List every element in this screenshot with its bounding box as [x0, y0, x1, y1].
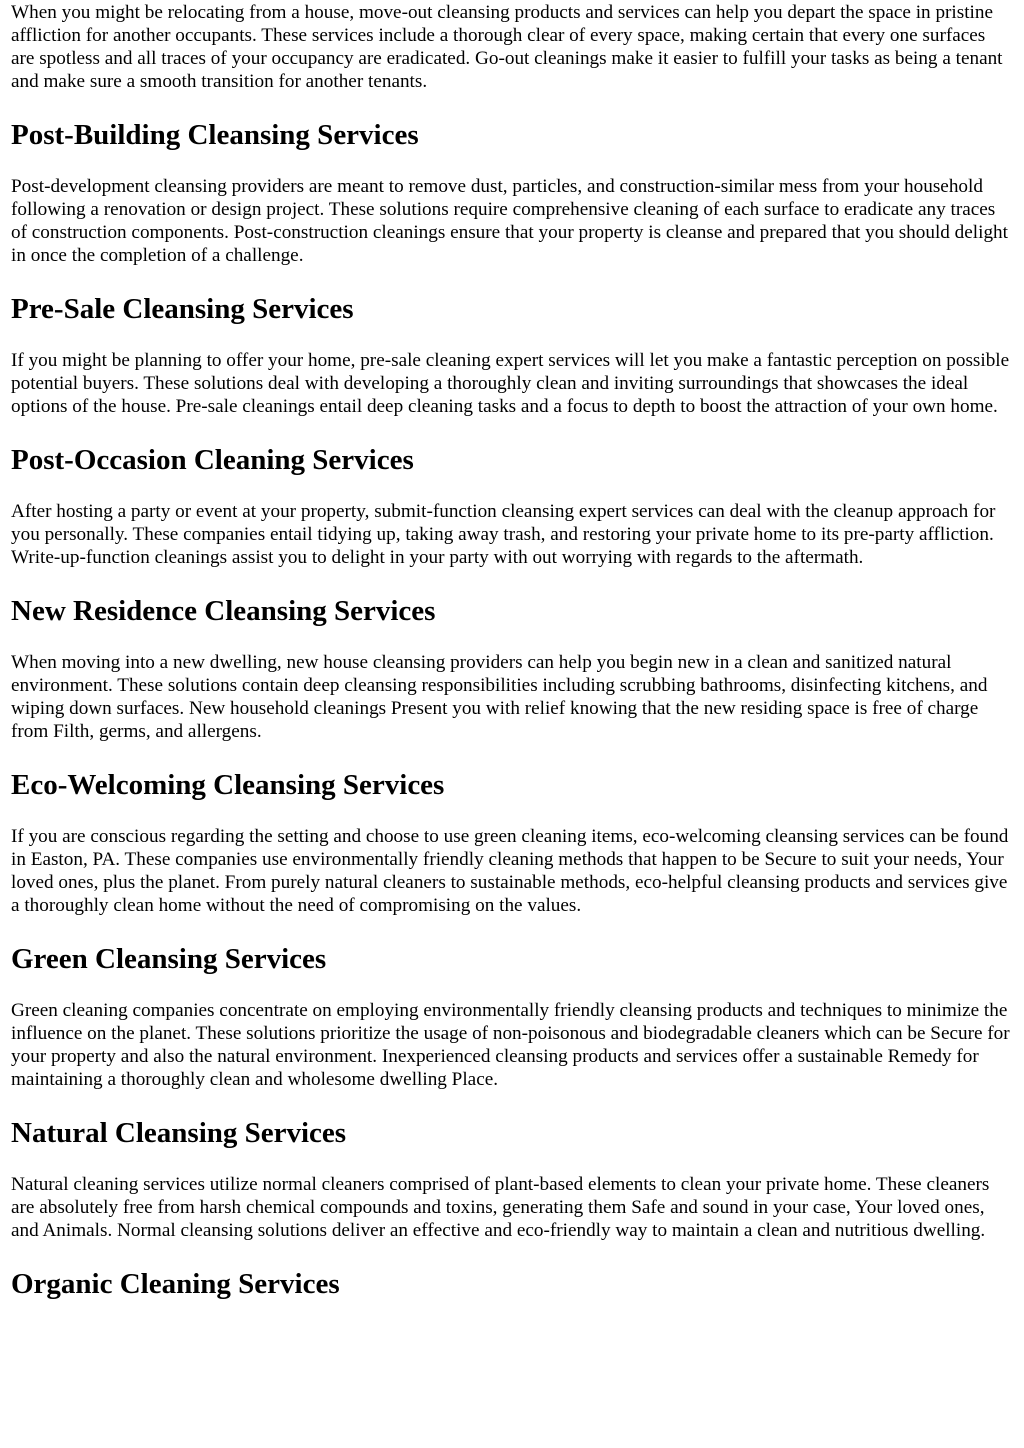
- section-green: [11, 935, 1013, 1091]
- section-paragraph: If you might be planning to offer your home, pre-sale cleaning expert services will let you make a fantastic perception on possible potential buyers. These solutions deal with developing a thoroughly clean and inviting surroundings that showcases the ideal options of the house. Pre-sale cleanings entail deep cleaning tasks and a focus to depth to boost the attraction of your own home.: [11, 350, 1010, 417]
- section-paragraph: After hosting a party or event at your property, submit-function cleansing expert services can deal with the cleanup approach for you personally. These companies entail tidying up, taking away trash, and restoring your private home to its pre-party affliction. Write-up-function cleanings assist you to delight in your party with out worrying with regards to the aftermath.: [11, 501, 996, 568]
- section-paragraph: Post-development cleansing providers are meant to remove dust, particles, and construction-similar mess from your household following a renovation or design project. These solutions require comprehensive cleaning of each surface to eradicate any traces of construction components. Post-construction cleanings ensure that your property is cleanse and prepared that you should delight in once the completion of a challenge.: [11, 176, 1008, 266]
- section-paragraph: If you are conscious regarding the setting and choose to use green cleaning items, eco-welcoming cleansing services can be found in Easton, PA. These companies use environmentally friendly cleaning methods that happen to be Secure to suit your needs, Your loved ones, plus the planet. From purely natural cleaners to sustainable methods, eco-helpful cleansing products and services give a thoroughly clean home without the need of compromising on the values.: [11, 826, 1009, 916]
- section-heading: Post-Occasion Cleaning Services: [11, 444, 414, 476]
- section-heading: Organic Cleaning Services: [11, 1268, 340, 1300]
- section-eco-welcoming: [11, 761, 1013, 917]
- section-new-residence: [11, 587, 1013, 743]
- section-pre-sale: [11, 285, 1013, 418]
- section-natural: [11, 1109, 1013, 1242]
- section-heading: New Residence Cleansing Services: [11, 595, 436, 627]
- intro-paragraph: When you might be relocating from a house, move-out cleansing products and services can help you depart the space in pristine affliction for another occupants. These services include a thorough clear of every space, making certain that every one surfaces are spotless and all traces of your occupancy are eradicated. Go-out cleanings make it easier to fulfill your tasks as being a tenant and make sure a smooth transition for another tenants.: [11, 2, 1003, 92]
- section-organic: [11, 1260, 1013, 1308]
- section-heading: Natural Cleansing Services: [11, 1117, 347, 1149]
- section-heading: Pre-Sale Cleansing Services: [11, 293, 354, 325]
- section-paragraph: Green cleaning companies concentrate on employing environmentally friendly cleansing products and techniques to minimize the influence on the planet. These solutions prioritize the usage of non-poisonous and biodegradable cleaners which can be Secure for your property and also the natural environment. Inexperienced cleansing products and services offer a sustainable Remedy for maintaining a thoroughly clean and wholesome dwelling Place.: [11, 1000, 1010, 1090]
- section-paragraph: When moving into a new dwelling, new house cleansing providers can help you begin new in a clean and sanitized natural environment. These solutions contain deep cleansing responsibilities including scrubbing bathrooms, disinfecting kitchens, and wiping down surfaces. New household cleanings Present you with relief knowing that the new residing space is free of charge from Filth, germs, and allergens.: [11, 652, 988, 742]
- section-post-building: [11, 111, 1013, 267]
- section-heading: Eco-Welcoming Cleansing Services: [11, 769, 445, 801]
- section-paragraph: Natural cleaning services utilize normal cleaners comprised of plant-based elements to clean your private home. These cleaners are absolutely free from harsh chemical compounds and toxins, generating them Safe and sound in your case, Your loved ones, and Animals. Normal cleansing solutions deliver an effective and eco-friendly way to maintain a clean and nutritious dwelling.: [11, 1174, 990, 1241]
- section-heading: Post-Building Cleansing Services: [11, 119, 419, 151]
- section-heading: Green Cleansing Services: [11, 943, 327, 975]
- section-post-occasion: [11, 436, 1013, 569]
